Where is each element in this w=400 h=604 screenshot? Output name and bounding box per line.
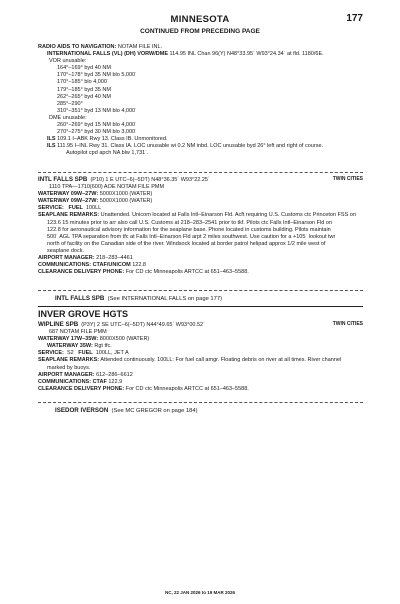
vor-unusable-item: 179°–185° byd 35 NM — [57, 86, 111, 93]
waterway-label: WATERWAY 35W: — [47, 343, 93, 350]
waterway-value: Rgt tfc. — [94, 343, 112, 350]
section-separator — [38, 306, 363, 307]
city-heading: INVER GROVE HGTS — [38, 309, 129, 319]
radio-aids-title: RADIO AIDS TO NAVIGATION: — [38, 44, 117, 50]
waterway-label: WATERWAY 17W–35W: — [38, 336, 99, 343]
remarks-line: 123.6 15 minutes prior to arr also call U.S. Customs at 218–283–2541 prior to tkf. Pilots ctc Falls Intl–Einarson Fld on — [47, 219, 332, 226]
dme-unusable-item: 270°–275° byd 30 NM blo 3,000´ — [57, 129, 137, 136]
manager-phone: 218–283–4461 — [96, 255, 133, 262]
fuel-label: FUEL — [78, 350, 93, 357]
clearance-label: CLEARANCE DELIVERY PHONE: — [38, 385, 125, 392]
remarks-label: SEAPLANE REMARKS: — [38, 357, 100, 364]
xref-text: (See INTERNATIONAL FALLS on page 177) — [107, 296, 223, 302]
ils-label: ILS — [47, 143, 56, 150]
remarks-line: 122.8 for aeronautical advisory information for the seaplane base. Phone located in customs building. Pilots maintain — [47, 226, 331, 233]
dme-unusable-item: 260°–269° byd 15 NM blo 4,000´ — [57, 122, 137, 129]
vor-unusable-label: VOR unusable: — [49, 58, 87, 65]
service-label: SERVICE: — [38, 350, 64, 357]
airport-elev-line: 687 NOTAM FILE PMM — [49, 329, 107, 336]
state-title: MINNESOTA — [170, 14, 230, 25]
comm-label: COMMUNICATIONS: CTAF — [38, 378, 107, 385]
page-number: 177 — [346, 13, 363, 24]
fuel-value: 100LL — [85, 205, 102, 212]
region-label: TWIN CITIES — [332, 176, 363, 182]
fuel-value: 100LL, JET A — [95, 350, 129, 357]
clearance-label: CLEARANCE DELIVERY PHONE: — [38, 269, 125, 276]
remarks-line: 500´ AGL TPA separation from tfc at Falls Intl–Einarson Fld arpt 2 miles southwest. Use caution for a +105´ lookout twr — [47, 233, 336, 240]
ils-rwy31: 111.95 I–INL Rwy 31. Class IA. LOC unusable wi 0.2 NM inbd. LOC unusable byd 26° left and right of course. — [57, 143, 324, 150]
entry-separator — [38, 402, 363, 403]
effective-dates-footer: NC, 22 JAN 2026 to 19 MAR 2026 — [164, 590, 236, 595]
vortac-details: 114.95 INL Chan 96(Y) N48°33.95´ W93°24.34´ at fld. 1180/6E. — [169, 51, 324, 58]
vor-unusable-item: 164°–169° byd 40 NM — [57, 65, 111, 72]
airport-name: INTL FALLS SPB — [38, 176, 88, 183]
waterway-value: 5000X1000 (WATER) — [99, 191, 153, 198]
waterway-label: WATERWAY 09W–27W: — [38, 191, 99, 198]
manager-label: AIRPORT MANAGER: — [38, 371, 95, 378]
manager-phone: 612–286–6612 — [96, 371, 133, 378]
cross-reference — [55, 407, 198, 414]
manager-label: AIRPORT MANAGER: — [38, 255, 95, 262]
comm-label: COMMUNICATIONS: CTAF/UNICOM — [38, 262, 131, 269]
airport-id-line: (P3Y) 2 SE UTC–6(–5DT) N44°49.65´ W93°00.52´ — [81, 322, 205, 328]
ils-rwy13: 109.1 I–ABK Rwy 13. Class IB. Unmonitored. — [57, 136, 168, 143]
clearance-text: For CD ctc Minneapolis ARTCC at 651–463–5588. — [125, 269, 249, 276]
entry-separator — [38, 172, 363, 173]
remarks-line: marked by buoys. — [47, 364, 91, 371]
xref-name: INTL FALLS SPB — [55, 295, 105, 302]
dme-unusable-label: DME unusable: — [49, 114, 87, 121]
service-s-value: S2 — [66, 350, 74, 357]
fuel-label: FUEL — [68, 205, 83, 212]
waterway-value: 5000X1000 (WATER) — [99, 198, 153, 205]
vor-unusable-item: 285°–290° — [57, 100, 83, 107]
radio-aids-notam: NOTAM FILE INL. — [117, 44, 163, 50]
remarks-line: Unattended. Unicom located at Falls Intl–Einarson Fld. Acft requiring U.S. Customs ctc Princeton FSS on — [100, 212, 356, 219]
ils-rwy31-cont: Autopilot cpd apch NA blw 1,731´. — [66, 150, 149, 157]
intl-falls-spb-entry — [38, 176, 363, 276]
vor-unusable-item: 310°–351° byd 13 NM blo 4,000´ — [57, 107, 137, 114]
remarks-line: Attended continuously. 100LL: For fuel call amgr. Floating debris on river at all times. River channel — [100, 357, 342, 364]
airport-name: WIPLINE SPB — [38, 321, 79, 328]
remarks-line: north of facility on the Canadian side of the river. Windsock located at border patrol helipad approx 1/2 mile west of — [47, 240, 326, 247]
xref-name: ISEDOR IVERSON — [55, 407, 109, 414]
region-label: TWIN CITIES — [332, 321, 363, 327]
service-label: SERVICE: — [38, 205, 64, 212]
clearance-text: For CD ctc Minneapolis ARTCC at 651–463–5588. — [125, 385, 249, 392]
entry-separator — [38, 290, 363, 291]
wipline-spb-entry — [38, 321, 363, 393]
continued-banner: CONTINUED FROM PRECEDING PAGE — [140, 28, 260, 35]
airport-id-line: (P10) 1 E UTC–6(–5DT) N48°36.35´ W93°22.25´ — [90, 177, 210, 183]
vortac-label: INTERNATIONAL FALLS (VL) (DH) VORW/DME — [47, 51, 168, 58]
vor-unusable-item: 170°–185° blo 4,000´ — [57, 79, 109, 86]
radio-aids-section — [38, 44, 363, 158]
vor-unusable-item: 262°–265° byd 40 NM — [57, 93, 111, 100]
comm-freq: 122.8 — [132, 262, 146, 269]
remarks-label: SEAPLANE REMARKS: — [38, 212, 100, 219]
comm-freq: 122.9 — [108, 378, 123, 385]
waterway-label: WATERWAY 09W–27W: — [38, 198, 99, 205]
xref-text: (See MC GREGOR on page 184) — [111, 408, 198, 414]
vor-unusable-item: 170°–178° byd 35 NM blo 5,000´ — [57, 72, 137, 79]
cross-reference — [55, 295, 222, 302]
remarks-line: seaplane dock. — [47, 247, 84, 254]
waterway-value: 8000X500 (WATER) — [99, 336, 150, 343]
airport-elev-line: 1110 TPA—1710(600) AOE NOTAM FILE PMM — [49, 184, 165, 191]
ils-label: ILS — [47, 136, 56, 143]
